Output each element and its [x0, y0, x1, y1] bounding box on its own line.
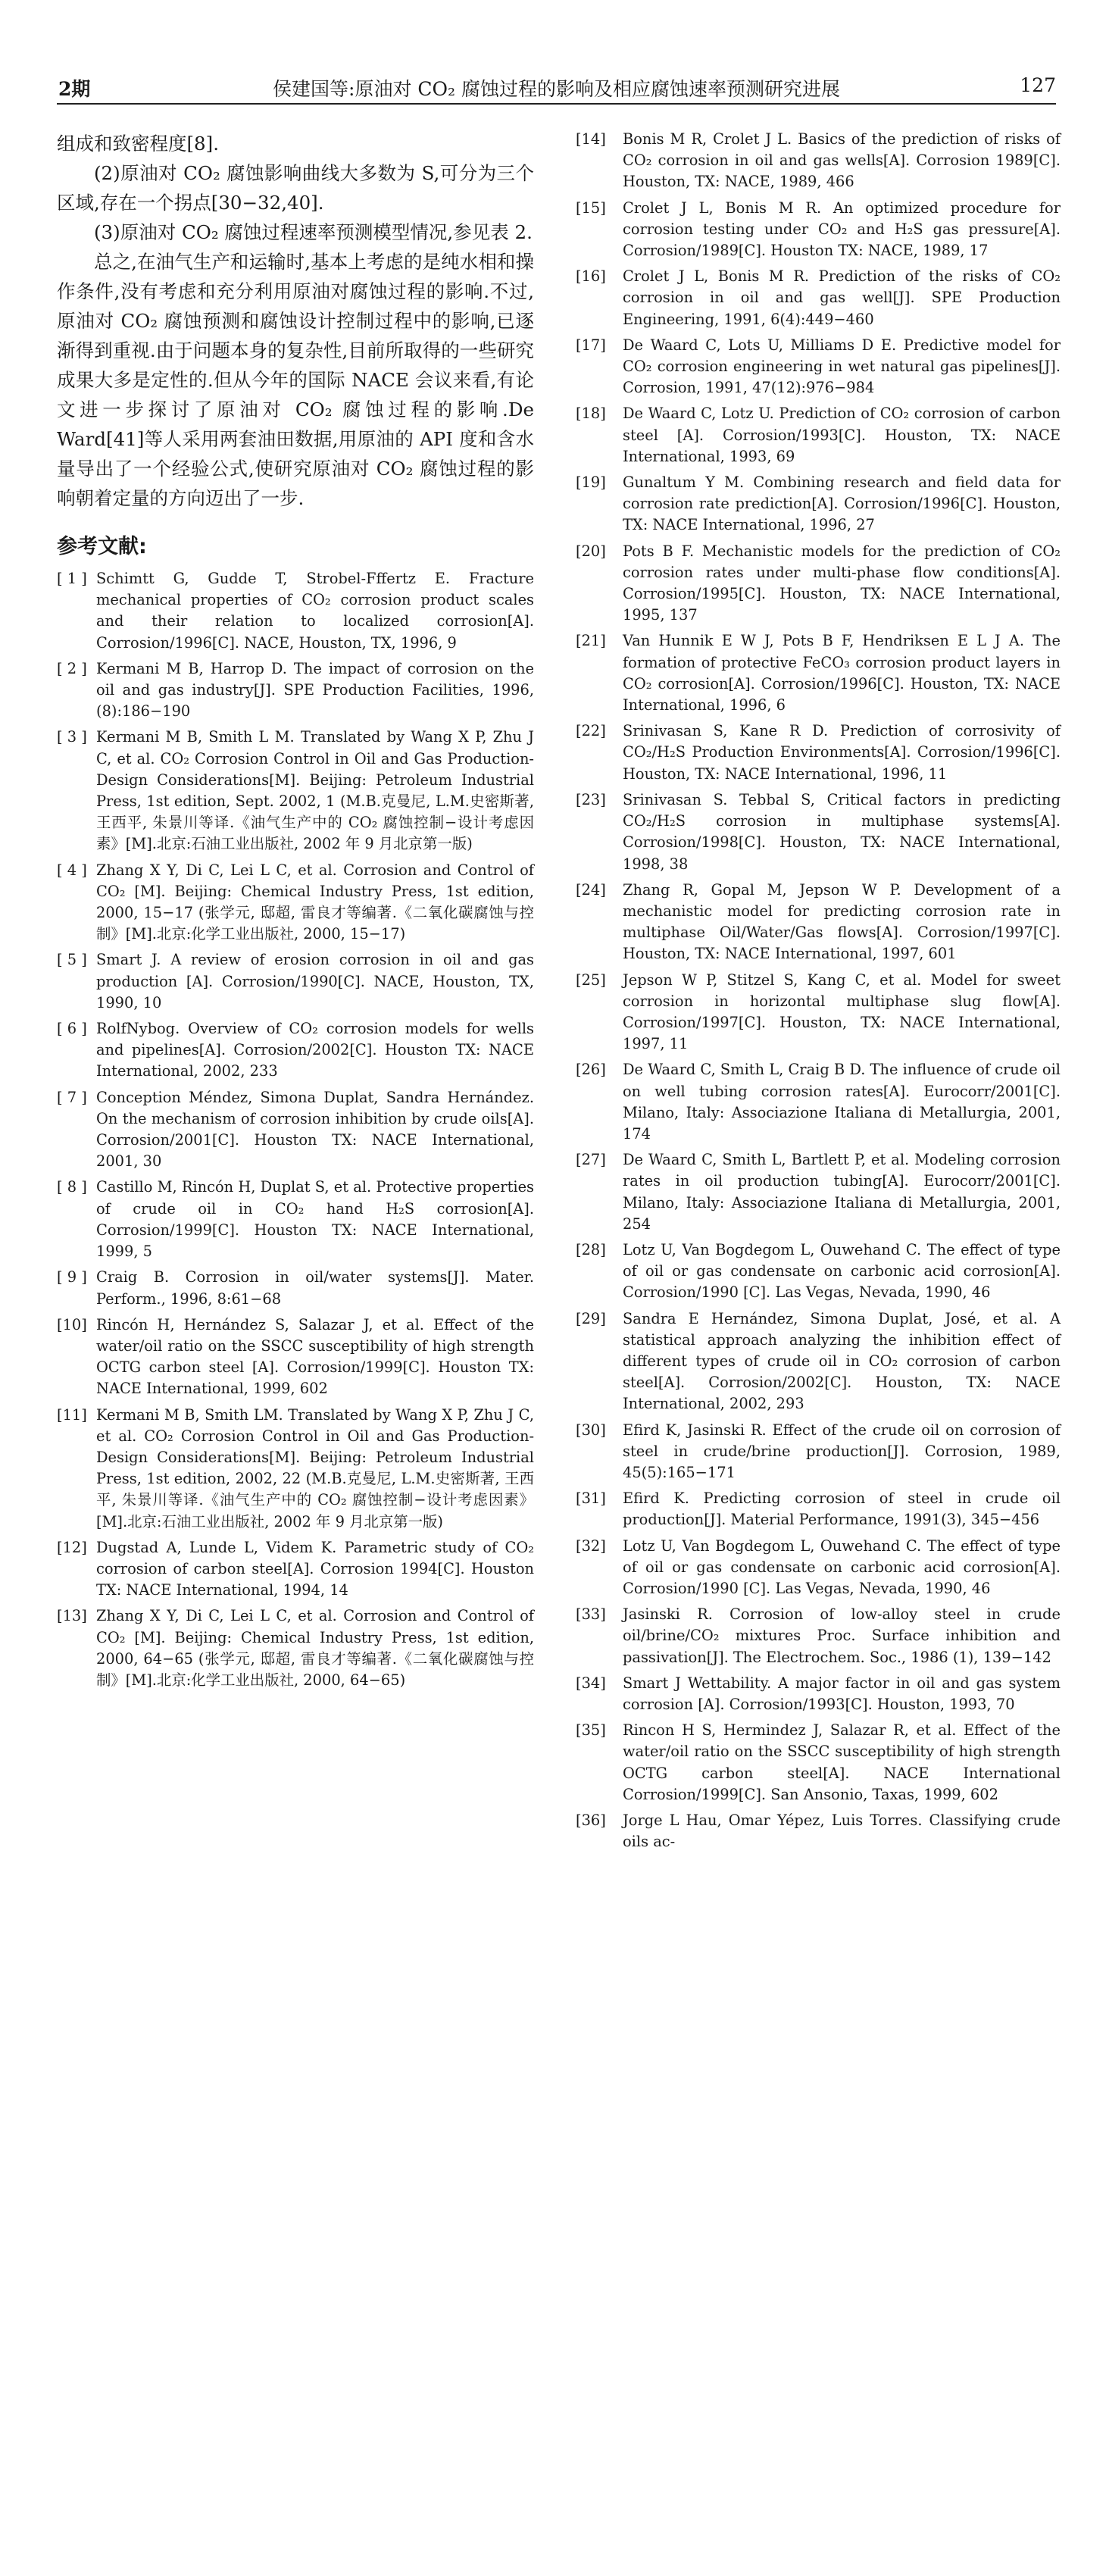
reference-number: [31] [576, 1490, 606, 1508]
references-heading: 参考文献: [57, 535, 147, 558]
reference-text: Zhang X Y, Di C, Lei L C, et al. Corrosion and Control of CO₂ [M]. Beijing: Chemical Industry Press, 1st edition, 2000, 64−65 (张学元, 邸超, 雷良才等编著.《二氧化碳腐蚀与控制》[M].北京:化学工业出版社, 2000, 64−65) [96, 1607, 534, 1689]
reference-number: [16] [576, 267, 606, 286]
reference-number: [20] [576, 542, 606, 560]
reference-number: [17] [576, 336, 606, 354]
reference-text: Van Hunnik E W J, Pots B F, Hendriksen E L J A. The formation of protective FeCO₃ corrosion product layers in CO₂ corrosion[A]. Corrosion/1996[C]. Houston, TX: NACE International, 1996, 6 [623, 632, 1061, 714]
reference-item [576, 1240, 1061, 1304]
reference-item [576, 472, 1061, 536]
reference-text: De Waard C, Smith L, Craig B D. The influence of crude oil on well tubing corrosion rates[A]. Eurocorr/2001[C]. Milano, Italy: Associazione Italiana di Metallurgia, 2001, 174 [623, 1061, 1061, 1143]
reference-text: Efird K, Jasinski R. Effect of the crude oil on corrosion of steel in crude/brine production[J]. Corrosion, 1989, 45(5):165−171 [623, 1421, 1061, 1481]
reference-number: [ 1 ] [57, 570, 87, 587]
reference-number: [34] [576, 1674, 606, 1692]
reference-item [57, 1605, 534, 1691]
reference-item [576, 1308, 1061, 1415]
reference-item [576, 721, 1061, 785]
reference-item [57, 1177, 534, 1262]
reference-text: Jepson W P, Stitzel S, Kang C, et al. Model for sweet corrosion in horizontal multiphase slug flow[A]. Corrosion/1997[C]. Houston, TX: NACE International, 1997, 11 [623, 971, 1061, 1053]
reference-text: Crolet J L, Bonis M R. Prediction of the risks of CO₂ corrosion in oil and gas well[J]. SPE Production Engineering, 1991, 6(4):449−460 [623, 267, 1061, 328]
reference-item [57, 1405, 534, 1533]
reference-number: [19] [576, 474, 606, 492]
reference-text: Dugstad A, Lunde L, Videm K. Parametric study of CO₂ corrosion of carbon steel[A]. Corrosion 1994[C]. Houston TX: NACE International, 1994, 14 [96, 1538, 534, 1599]
reference-number: [32] [576, 1537, 606, 1555]
reference-text: Kermani M B, Smith LM. Translated by Wang X P, Zhu J C, et al. CO₂ Corrosion Control in Oil and Gas Production-Design Considerations[M]. Beijing: Petroleum Industrial Press, 1st edition, 2002, 22 (M.B.克曼尼, L.M.史密斯著, 王西平, 朱景川等译.《油气生产中的 CO₂ 腐蚀控制−设计考虑因素》[M].北京:石油工业出版社, 2002 年 9 月北京第一版) [96, 1405, 534, 1530]
issue-number: 2期 [58, 78, 91, 100]
reference-text: Conception Méndez, Simona Duplat, Sandra Hernández. On the mechanism of corrosion inhibition by crude oils[A]. Corrosion/2001[C]. Houston TX: NACE International, 2001, 30 [96, 1088, 534, 1171]
reference-text: Rincón H, Hernández S, Salazar J, et al. Effect of the water/oil ratio on the SSCC susceptibility of high strength OCTG carbon steel [A]. Corrosion/1999[C]. Houston TX: NACE International, 1999, 602 [96, 1315, 534, 1398]
reference-text: Lotz U, Van Bogdegom L, Ouwehand C. The effect of type of oil or gas condensate on carbonic acid corrosion[A]. Corrosion/1990 [C]. Las Vegas, Nevada, 1990, 46 [623, 1240, 1061, 1302]
reference-text: Crolet J L, Bonis M R. An optimized procedure for corrosion testing under CO₂ and H₂S gas pressure[A]. Corrosion/1989[C]. Houston TX: NACE, 1989, 17 [623, 199, 1061, 260]
reference-text: Srinivasan S, Kane R D. Prediction of corrosivity of CO₂/H₂S Production Environments[A]. Corrosion/1996[C]. Houston, TX: NACE International, 1996, 11 [623, 722, 1061, 783]
reference-text: Gunaltum Y M. Combining research and field data for corrosion rate prediction[A]. Corrosion/1996[C]. Houston, TX: NACE International, 1996, 27 [623, 474, 1061, 534]
reference-number: [11] [57, 1405, 87, 1424]
running-title: 侯建国等:原油对 CO₂ 腐蚀过程的影响及相应腐蚀速率预测研究进展 [273, 78, 840, 100]
reference-number: [ 2 ] [57, 659, 87, 677]
reference-number: [15] [576, 199, 606, 217]
reference-text: Zhang X Y, Di C, Lei L C, et al. Corrosion and Control of CO₂ [M]. Beijing: Chemical Industry Press, 1st edition, 2000, 15−17 (张学元, 邸超, 雷良才等编著.《二氧化碳腐蚀与控制》[M].北京:化学工业出版社, 2000, 15−17) [96, 861, 534, 943]
reference-item [576, 1673, 1061, 1715]
reference-text: Smart J. A review of erosion corrosion in oil and gas production [A]. Corrosion/1990[C]. NACE, Houston, TX, 1990, 10 [96, 951, 534, 1011]
reference-item [576, 630, 1061, 716]
reference-number: [13] [57, 1607, 87, 1625]
reference-item [576, 880, 1061, 965]
reference-item [57, 1537, 534, 1602]
reference-text: Sandra E Hernández, Simona Duplat, José, et al. A statistical approach analyzing the inhibition effect of different types of crude oil in CO₂ corrosion of carbon steel[A]. Corrosion/2002[C]. Houston, TX: NACE International, 2002, 293 [623, 1309, 1061, 1413]
reference-item [576, 198, 1061, 262]
paragraph: 总之,在油气生产和运输时,基本上考虑的是纯水相和操作条件,没有考虑和充分利用原油对腐蚀过程的影响.不过,原油对 CO₂ 腐蚀预测和腐蚀设计控制过程中的影响,已逐渐得到重视.由于问题本身的复杂性,目前所取得的一些研究成果大多是定性的.但从今年的国际 NACE 会议来看,有论文进一步探讨了原油对 CO₂ 腐蚀过程的影响.De Ward[41]等人采用两套油田数据,用原油的 API 度和含水量导出了一个经验公式,使研究原油对 CO₂ 腐蚀过程的影响朝着定量的方向迈出了一步. [57, 251, 534, 509]
reference-item [57, 949, 534, 1014]
reference-item [576, 1604, 1061, 1668]
reference-text: RolfNybog. Overview of CO₂ corrosion models for wells and pipelines[A]. Corrosion/2002[C]. Houston TX: NACE International, 2002, 233 [96, 1020, 534, 1080]
reference-item [576, 129, 1061, 193]
reference-item [576, 970, 1061, 1055]
reference-number: [28] [576, 1240, 606, 1258]
reference-text: Jasinski R. Corrosion of low-alloy steel in crude oil/brine/CO₂ mixtures Proc. Surface inhibition and passivation[J]. The Electrochem. Soc., 1986 (1), 139−142 [623, 1605, 1061, 1666]
reference-text: De Waard C, Lotz U. Prediction of CO₂ corrosion of carbon steel [A]. Corrosion/1993[C]. Houston, TX: NACE International, 1993, 69 [623, 405, 1061, 465]
reference-text: Lotz U, Van Bogdegom L, Ouwehand C. The effect of type of oil or gas condensate on carbonic acid corrosion[A]. Corrosion/1990 [C]. Las Vegas, Nevada, 1990, 46 [623, 1537, 1061, 1597]
reference-number: [ 8 ] [57, 1178, 87, 1196]
reference-item [57, 727, 534, 855]
reference-list-right [576, 129, 1061, 1852]
reference-text: Bonis M R, Crolet J L. Basics of the prediction of risks of CO₂ corrosion in oil and gas wells[A]. Corrosion 1989[C]. Houston, TX: NACE, 1989, 466 [623, 130, 1061, 191]
running-header [57, 70, 1056, 105]
reference-text: Schimtt G, Gudde T, Strobel-Fffertz E. Fracture mechanical properties of CO₂ corrosion product scales and their relation to localized corrosion[A]. Corrosion/1996[C]. NACE, Houston, TX, 1996, 9 [96, 570, 534, 652]
body-text [57, 129, 534, 513]
reference-list-left [57, 568, 534, 1691]
reference-number: [ 3 ] [57, 728, 87, 746]
reference-item [57, 860, 534, 946]
reference-number: [33] [576, 1605, 606, 1624]
reference-item [57, 1018, 534, 1083]
reference-number: [21] [576, 632, 606, 650]
reference-number: [ 9 ] [57, 1268, 87, 1286]
reference-text: Jorge L Hau, Omar Yépez, Luis Torres. Classifying crude oils ac- [623, 1812, 1061, 1851]
reference-number: [ 5 ] [57, 951, 87, 969]
reference-number: [22] [576, 722, 606, 740]
paragraph: 组成和致密程度[8]. [57, 133, 219, 155]
reference-number: [27] [576, 1151, 606, 1169]
reference-number: [23] [576, 790, 606, 808]
reference-text: Efird K. Predicting corrosion of steel in crude oil production[J]. Material Performance, 1991(3), 345−456 [623, 1490, 1061, 1529]
reference-text: Kermani M B, Smith L M. Translated by Wang X P, Zhu J C, et al. CO₂ Corrosion Control in Oil and Gas Production-Design Considerations[M]. Beijing: Petroleum Industrial Press, 1st edition, Sept. 2002, 1 (M.B.克曼尼, L.M.史密斯著, 王西平, 朱景川等译.《油气生产中的 CO₂ 腐蚀控制−设计考虑因素》[M].北京:石油工业出版社, 2002 年 9 月北京第一版) [96, 728, 534, 853]
reference-text: Smart J Wettability. A major factor in oil and gas system corrosion [A]. Corrosion/1993[C]. Houston, 1993, 70 [623, 1674, 1061, 1714]
reference-number: [12] [57, 1538, 87, 1556]
reference-number: [29] [576, 1309, 606, 1327]
reference-item [576, 335, 1061, 399]
reference-item [576, 789, 1061, 875]
reference-item [576, 1536, 1061, 1600]
reference-item [576, 1720, 1061, 1805]
reference-number: [ 6 ] [57, 1020, 87, 1038]
reference-text: Pots B F. Mechanistic models for the prediction of CO₂ corrosion rates under multi-phase flow conditions[A]. Corrosion/1995[C]. Houston, TX: NACE International, 1995, 137 [623, 542, 1061, 624]
reference-item [576, 1420, 1061, 1484]
reference-item [576, 1149, 1061, 1235]
reference-number: [14] [576, 130, 606, 148]
reference-item [57, 1087, 534, 1173]
page-number: 127 [1020, 74, 1056, 96]
reference-item [576, 266, 1061, 330]
reference-item [576, 1059, 1061, 1145]
reference-item [57, 658, 534, 723]
reference-number: [18] [576, 405, 606, 423]
reference-item [57, 1267, 534, 1309]
reference-text: Craig B. Corrosion in oil/water systems[J]. Mater. Perform., 1996, 8:61−68 [96, 1268, 534, 1308]
paragraph: (3)原油对 CO₂ 腐蚀过程速率预测模型情况,参见表 2. [94, 221, 533, 243]
reference-number: [ 7 ] [57, 1088, 87, 1106]
reference-number: [35] [576, 1721, 606, 1740]
reference-item [576, 1810, 1061, 1852]
left-column [57, 129, 534, 1696]
reference-number: [30] [576, 1421, 606, 1439]
paragraph: (2)原油对 CO₂ 腐蚀影响曲线大多数为 S,可分为三个区域,存在一个拐点[30−32,40]. [57, 162, 534, 214]
reference-number: [26] [576, 1061, 606, 1079]
reference-number: [25] [576, 971, 606, 989]
reference-item [576, 1488, 1061, 1530]
reference-number: [10] [57, 1315, 87, 1333]
reference-text: De Waard C, Lots U, Milliams D E. Predictive model for CO₂ corrosion engineering in wet natural gas pipelines[J]. Corrosion, 1991, 47(12):976−984 [623, 336, 1061, 397]
reference-item [57, 568, 534, 654]
right-column [576, 129, 1061, 1857]
reference-text: Castillo M, Rincón H, Duplat S, et al. Protective properties of crude oil in CO₂ hand H₂S corrosion[A]. Corrosion/1999[C]. Houston TX: NACE International, 1999, 5 [96, 1178, 534, 1261]
reference-number: [ 4 ] [57, 861, 87, 879]
reference-text: Rincon H S, Hermindez J, Salazar R, et al. Effect of the water/oil ratio on the SSCC susceptibility of high strength OCTG carbon steel[A]. NACE International Corrosion/1999[C]. San Ansonio, Taxas, 1999, 602 [623, 1721, 1061, 1803]
reference-text: Zhang R, Gopal M, Jepson W P. Development of a mechanistic model for predicting corrosion rate in multiphase Oil/Water/Gas flows[A]. Corrosion/1997[C]. Houston, TX: NACE International, 1997, 601 [623, 880, 1061, 963]
reference-item [57, 1315, 534, 1400]
reference-number: [24] [576, 880, 606, 899]
reference-text: Kermani M B, Harrop D. The impact of corrosion on the oil and gas industry[J]. SPE Production Facilities, 1996, (8):186−190 [96, 659, 534, 721]
reference-text: De Waard C, Smith L, Bartlett P, et al. Modeling corrosion rates in oil production tubing[A]. Eurocorr/2001[C]. Milano, Italy: Associazione Italiana di Metallurgia, 2001, 254 [623, 1151, 1061, 1233]
reference-text: Srinivasan S. Tebbal S, Critical factors in predicting CO₂/H₂S corrosion in multiphase systems[A]. Corrosion/1998[C]. Houston, TX: NACE International, 1998, 38 [623, 790, 1061, 873]
reference-number: [36] [576, 1812, 606, 1830]
reference-item [576, 403, 1061, 467]
reference-item [576, 541, 1061, 627]
